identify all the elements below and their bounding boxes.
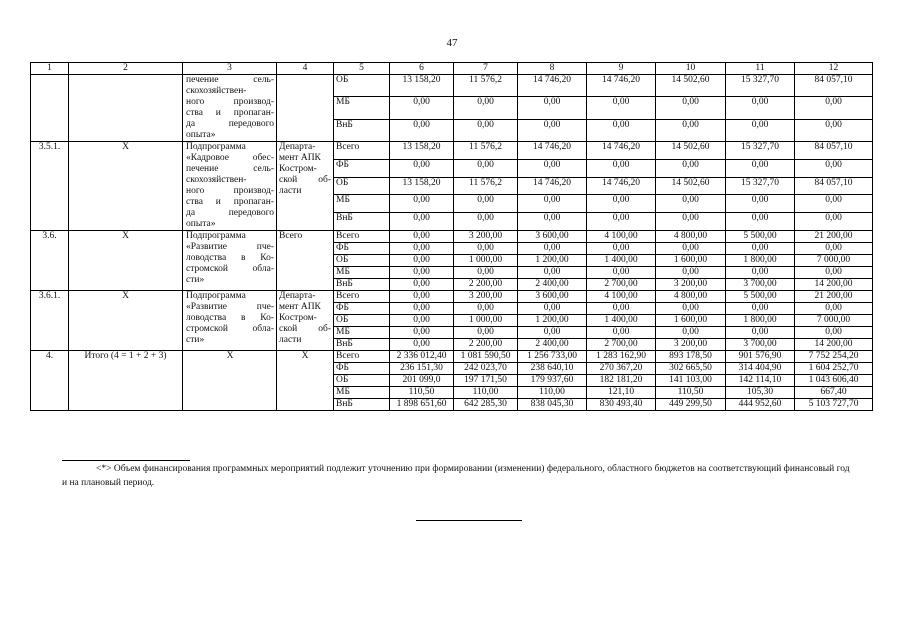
- value-cell: 0,00: [726, 243, 795, 255]
- table-body: [31, 63, 873, 411]
- cell-line: печение сель-: [186, 164, 274, 174]
- value-cell: 0,00: [656, 267, 726, 279]
- value-cell: 13 158,20: [390, 177, 454, 195]
- header-row: [31, 63, 873, 75]
- cell-line: Подпрограмма: [186, 142, 246, 152]
- value-cell: 179 937,60: [518, 375, 587, 387]
- value-cell: 13 158,20: [390, 75, 454, 97]
- header-col-7: 7: [454, 63, 518, 75]
- value-cell: 0,00: [390, 255, 454, 267]
- value-cell: 3 600,00: [518, 231, 587, 243]
- value-cell: 7 000,00: [795, 255, 873, 267]
- cell-line: ласти: [279, 335, 302, 345]
- budget-type: ОБ: [334, 315, 390, 327]
- cell-line: Х: [226, 351, 234, 361]
- value-cell: 1 400,00: [587, 315, 656, 327]
- value-cell: 0,00: [518, 303, 587, 315]
- value-cell: 14 502,60: [656, 177, 726, 195]
- value-cell: 11 576,2: [454, 142, 518, 160]
- value-cell: 105,30: [726, 387, 795, 399]
- value-cell: 838 045,30: [518, 399, 587, 411]
- value-cell: 830 493,40: [587, 399, 656, 411]
- header-col-8: 8: [518, 63, 587, 75]
- value-cell: 0,00: [390, 315, 454, 327]
- value-cell: 0,00: [390, 195, 454, 213]
- value-cell: 0,00: [795, 243, 873, 255]
- budget-type: ОБ: [334, 375, 390, 387]
- value-cell: 11 576,2: [454, 177, 518, 195]
- header-col-9: 9: [587, 63, 656, 75]
- budget-type: ФБ: [334, 363, 390, 375]
- value-cell: 0,00: [587, 303, 656, 315]
- value-cell: 0,00: [656, 159, 726, 177]
- header-col-12: 12: [795, 63, 873, 75]
- value-cell: 0,00: [390, 97, 454, 119]
- value-cell: 0,00: [390, 231, 454, 243]
- budget-type: ОБ: [334, 75, 390, 97]
- row-number: [31, 75, 69, 142]
- value-cell: 14 746,20: [587, 177, 656, 195]
- cell-line: Департа-: [279, 142, 316, 152]
- value-cell: 15 327,70: [726, 142, 795, 160]
- cell-line: Х: [301, 351, 309, 361]
- row-description: [183, 142, 277, 231]
- value-cell: 1 400,00: [587, 255, 656, 267]
- budget-type: МБ: [334, 387, 390, 399]
- value-cell: 2 200,00: [454, 339, 518, 351]
- value-cell: 3 200,00: [454, 231, 518, 243]
- budget-type: Всего: [334, 351, 390, 363]
- cell-line: «Кадровое обес-: [186, 153, 274, 163]
- row-description: [183, 351, 277, 411]
- value-cell: 314 404,90: [726, 363, 795, 375]
- cell-line: Подпрограмма: [186, 231, 246, 241]
- value-cell: 1 256 733,00: [518, 351, 587, 363]
- budget-type: МБ: [334, 267, 390, 279]
- value-cell: 5 500,00: [726, 291, 795, 303]
- value-cell: 14 200,00: [795, 339, 873, 351]
- cell-line: Подпрограмма: [186, 291, 246, 301]
- value-cell: 0,00: [726, 97, 795, 119]
- table-row: [31, 142, 873, 160]
- value-cell: 1 000,00: [454, 255, 518, 267]
- cell-line: Департа-: [279, 291, 316, 301]
- cell-line: ской об-: [279, 175, 331, 185]
- value-cell: 0,00: [795, 267, 873, 279]
- value-cell: 14 200,00: [795, 279, 873, 291]
- value-cell: 0,00: [390, 303, 454, 315]
- cell-line: Всего: [279, 231, 303, 241]
- cell-line: ловодства в Ко-: [186, 313, 274, 323]
- value-cell: 1 000,00: [454, 315, 518, 327]
- value-cell: 3 700,00: [726, 279, 795, 291]
- table-row: [31, 231, 873, 243]
- value-cell: 21 200,00: [795, 291, 873, 303]
- value-cell: 4 800,00: [656, 291, 726, 303]
- value-cell: 0,00: [726, 327, 795, 339]
- footnote-text: <*> Объем финансирования программных мероприятий подлежит уточнению при формировании (изменении) федерального, областного бюджетов на соответствующий финансовый год и на плановый период.: [62, 464, 850, 488]
- value-cell: 5 103 727,70: [795, 399, 873, 411]
- value-cell: 0,00: [390, 213, 454, 231]
- value-cell: 7 752 254,20: [795, 351, 873, 363]
- cell-line: опыта»: [186, 130, 216, 140]
- value-cell: 0,00: [656, 243, 726, 255]
- row-executor: [277, 75, 334, 142]
- value-cell: 110,00: [518, 387, 587, 399]
- value-cell: 0,00: [726, 195, 795, 213]
- value-cell: 0,00: [656, 119, 726, 141]
- budget-type: ОБ: [334, 177, 390, 195]
- value-cell: 0,00: [587, 243, 656, 255]
- cell-line: «Развитие пче-: [186, 302, 274, 312]
- value-cell: 0,00: [454, 119, 518, 141]
- value-cell: 0,00: [518, 213, 587, 231]
- cell-line: ловодства в Ко-: [186, 253, 274, 263]
- row-executor: [277, 291, 334, 351]
- value-cell: 0,00: [587, 213, 656, 231]
- cell-line: скохозяйствен-: [186, 86, 247, 96]
- value-cell: 110,50: [656, 387, 726, 399]
- value-cell: 270 367,20: [587, 363, 656, 375]
- value-cell: 0,00: [454, 243, 518, 255]
- value-cell: 0,00: [726, 213, 795, 231]
- budget-type: ВнБ: [334, 119, 390, 141]
- header-col-6: 6: [390, 63, 454, 75]
- value-cell: 4 100,00: [587, 231, 656, 243]
- budget-type: Всего: [334, 291, 390, 303]
- cell-line: ской об-: [279, 324, 331, 334]
- header-col-4: 4: [277, 63, 334, 75]
- value-cell: 1 043 606,40: [795, 375, 873, 387]
- value-cell: 0,00: [795, 119, 873, 141]
- value-cell: 0,00: [390, 339, 454, 351]
- cell-line: Костром-: [279, 164, 317, 174]
- value-cell: 0,00: [518, 159, 587, 177]
- value-cell: 84 057,10: [795, 142, 873, 160]
- table-row: [31, 291, 873, 303]
- budget-type: Всего: [334, 231, 390, 243]
- cell-line: ства и пропаган-: [186, 108, 274, 118]
- table-row: [31, 75, 873, 97]
- budget-type: Всего: [334, 142, 390, 160]
- value-cell: 0,00: [795, 303, 873, 315]
- value-cell: 0,00: [390, 327, 454, 339]
- row-description: [183, 291, 277, 351]
- cell-line: стромской обла-: [186, 264, 274, 274]
- row-number: 3.6.1.: [31, 291, 69, 351]
- value-cell: 0,00: [518, 97, 587, 119]
- row-number: 3.5.1.: [31, 142, 69, 231]
- cell-line: «Развитие пче-: [186, 242, 274, 252]
- cell-line: ласти: [279, 186, 302, 196]
- cell-line: да передового: [186, 208, 274, 218]
- value-cell: 110,50: [390, 387, 454, 399]
- value-cell: 449 299,50: [656, 399, 726, 411]
- value-cell: 642 285,30: [454, 399, 518, 411]
- value-cell: 1 200,00: [518, 255, 587, 267]
- value-cell: 0,00: [454, 267, 518, 279]
- cell-line: ного производ-: [186, 186, 274, 196]
- value-cell: 901 576,90: [726, 351, 795, 363]
- value-cell: 5 500,00: [726, 231, 795, 243]
- value-cell: 3 200,00: [656, 279, 726, 291]
- value-cell: 0,00: [656, 213, 726, 231]
- value-cell: 197 171,50: [454, 375, 518, 387]
- row-col2: Х: [69, 231, 183, 291]
- value-cell: 238 640,10: [518, 363, 587, 375]
- value-cell: 0,00: [726, 303, 795, 315]
- cell-line: ства и пропаган-: [186, 197, 274, 207]
- value-cell: 1 283 162,90: [587, 351, 656, 363]
- value-cell: 84 057,10: [795, 75, 873, 97]
- value-cell: 7 000,00: [795, 315, 873, 327]
- value-cell: 0,00: [587, 159, 656, 177]
- value-cell: 110,00: [454, 387, 518, 399]
- budget-type: ВнБ: [334, 213, 390, 231]
- header-col-11: 11: [726, 63, 795, 75]
- value-cell: 13 158,20: [390, 142, 454, 160]
- value-cell: 0,00: [795, 195, 873, 213]
- value-cell: 0,00: [518, 195, 587, 213]
- value-cell: 0,00: [587, 327, 656, 339]
- bottom-rule: [416, 520, 522, 521]
- value-cell: 0,00: [454, 303, 518, 315]
- value-cell: 0,00: [587, 267, 656, 279]
- value-cell: 444 952,60: [726, 399, 795, 411]
- header-col-2: 2: [69, 63, 183, 75]
- value-cell: 0,00: [795, 213, 873, 231]
- cell-line: да передового: [186, 119, 274, 129]
- row-number: 4.: [31, 351, 69, 411]
- value-cell: 0,00: [656, 195, 726, 213]
- cell-line: сти»: [186, 335, 205, 345]
- value-cell: 236 151,30: [390, 363, 454, 375]
- value-cell: 15 327,70: [726, 75, 795, 97]
- header-col-1: 1: [31, 63, 69, 75]
- value-cell: 141 103,00: [656, 375, 726, 387]
- row-col2: Х: [69, 291, 183, 351]
- budget-type: ФБ: [334, 303, 390, 315]
- value-cell: 4 800,00: [656, 231, 726, 243]
- value-cell: 14 502,60: [656, 75, 726, 97]
- value-cell: 1 081 590,50: [454, 351, 518, 363]
- value-cell: 0,00: [726, 159, 795, 177]
- row-executor: [277, 351, 334, 411]
- value-cell: 0,00: [390, 267, 454, 279]
- value-cell: 11 576,2: [454, 75, 518, 97]
- value-cell: 1 800,00: [726, 315, 795, 327]
- value-cell: 0,00: [518, 119, 587, 141]
- value-cell: 142 114,10: [726, 375, 795, 387]
- value-cell: 1 600,00: [656, 315, 726, 327]
- row-col2: Итого (4 = 1 + 2 + 3): [69, 351, 183, 411]
- budget-type: ВнБ: [334, 399, 390, 411]
- value-cell: 201 099,0: [390, 375, 454, 387]
- value-cell: 0,00: [587, 195, 656, 213]
- value-cell: 0,00: [454, 97, 518, 119]
- cell-line: мент АПК: [279, 302, 321, 312]
- value-cell: 0,00: [587, 97, 656, 119]
- cell-line: Костром-: [279, 313, 317, 323]
- value-cell: 1 604 252,70: [795, 363, 873, 375]
- value-cell: 0,00: [390, 279, 454, 291]
- value-cell: 2 700,00: [587, 339, 656, 351]
- financing-table: [30, 62, 873, 411]
- cell-line: мент АПК: [279, 153, 321, 163]
- value-cell: 0,00: [726, 119, 795, 141]
- value-cell: 0,00: [795, 327, 873, 339]
- budget-type: МБ: [334, 97, 390, 119]
- budget-type: ВнБ: [334, 339, 390, 351]
- value-cell: 2 336 012,40: [390, 351, 454, 363]
- value-cell: 21 200,00: [795, 231, 873, 243]
- value-cell: 0,00: [587, 119, 656, 141]
- budget-type: ВнБ: [334, 279, 390, 291]
- value-cell: 3 200,00: [656, 339, 726, 351]
- budget-type: МБ: [334, 195, 390, 213]
- cell-line: ного производ-: [186, 97, 274, 107]
- footnote: [62, 462, 852, 490]
- value-cell: 14 746,20: [518, 75, 587, 97]
- table-row: [31, 351, 873, 363]
- row-description: [183, 75, 277, 142]
- row-col2: [69, 75, 183, 142]
- value-cell: 0,00: [726, 267, 795, 279]
- value-cell: 0,00: [390, 119, 454, 141]
- value-cell: 0,00: [795, 97, 873, 119]
- cell-line: стромской обла-: [186, 324, 274, 334]
- value-cell: 15 327,70: [726, 177, 795, 195]
- value-cell: 3 200,00: [454, 291, 518, 303]
- value-cell: 0,00: [454, 195, 518, 213]
- value-cell: 2 400,00: [518, 339, 587, 351]
- value-cell: 2 200,00: [454, 279, 518, 291]
- value-cell: 0,00: [390, 243, 454, 255]
- value-cell: 0,00: [454, 213, 518, 231]
- value-cell: 84 057,10: [795, 177, 873, 195]
- value-cell: 1 898 651,60: [390, 399, 454, 411]
- header-col-5: 5: [334, 63, 390, 75]
- cell-line: сти»: [186, 275, 205, 285]
- value-cell: 0,00: [454, 327, 518, 339]
- value-cell: 1 200,00: [518, 315, 587, 327]
- value-cell: 1 800,00: [726, 255, 795, 267]
- value-cell: 0,00: [656, 303, 726, 315]
- cell-line: скохозяйствен-: [186, 175, 247, 185]
- value-cell: 302 665,50: [656, 363, 726, 375]
- value-cell: 0,00: [518, 243, 587, 255]
- value-cell: 0,00: [390, 159, 454, 177]
- cell-line: опыта»: [186, 219, 216, 229]
- value-cell: 667,40: [795, 387, 873, 399]
- page-number: 47: [446, 37, 458, 49]
- value-cell: 14 746,20: [587, 75, 656, 97]
- value-cell: 182 181,20: [587, 375, 656, 387]
- value-cell: 1 600,00: [656, 255, 726, 267]
- cell-line: печение сель-: [186, 75, 274, 85]
- value-cell: 4 100,00: [587, 291, 656, 303]
- budget-type: ОБ: [334, 255, 390, 267]
- row-col2: Х: [69, 142, 183, 231]
- header-col-10: 10: [656, 63, 726, 75]
- footnote-rule: [62, 460, 190, 461]
- value-cell: 0,00: [795, 159, 873, 177]
- value-cell: 3 700,00: [726, 339, 795, 351]
- value-cell: 0,00: [454, 159, 518, 177]
- header-col-3: 3: [183, 63, 277, 75]
- value-cell: 14 502,60: [656, 142, 726, 160]
- value-cell: 2 700,00: [587, 279, 656, 291]
- value-cell: 0,00: [518, 267, 587, 279]
- value-cell: 0,00: [518, 327, 587, 339]
- row-executor: [277, 142, 334, 231]
- value-cell: 3 600,00: [518, 291, 587, 303]
- value-cell: 14 746,20: [518, 177, 587, 195]
- value-cell: 0,00: [656, 327, 726, 339]
- budget-type: ФБ: [334, 159, 390, 177]
- value-cell: 242 023,70: [454, 363, 518, 375]
- value-cell: 14 746,20: [518, 142, 587, 160]
- value-cell: 893 178,50: [656, 351, 726, 363]
- value-cell: 2 400,00: [518, 279, 587, 291]
- value-cell: 0,00: [656, 97, 726, 119]
- row-description: [183, 231, 277, 291]
- value-cell: 14 746,20: [587, 142, 656, 160]
- row-number: 3.6.: [31, 231, 69, 291]
- value-cell: 121,10: [587, 387, 656, 399]
- budget-type: ФБ: [334, 243, 390, 255]
- budget-type: МБ: [334, 327, 390, 339]
- value-cell: 0,00: [390, 291, 454, 303]
- row-executor: [277, 231, 334, 291]
